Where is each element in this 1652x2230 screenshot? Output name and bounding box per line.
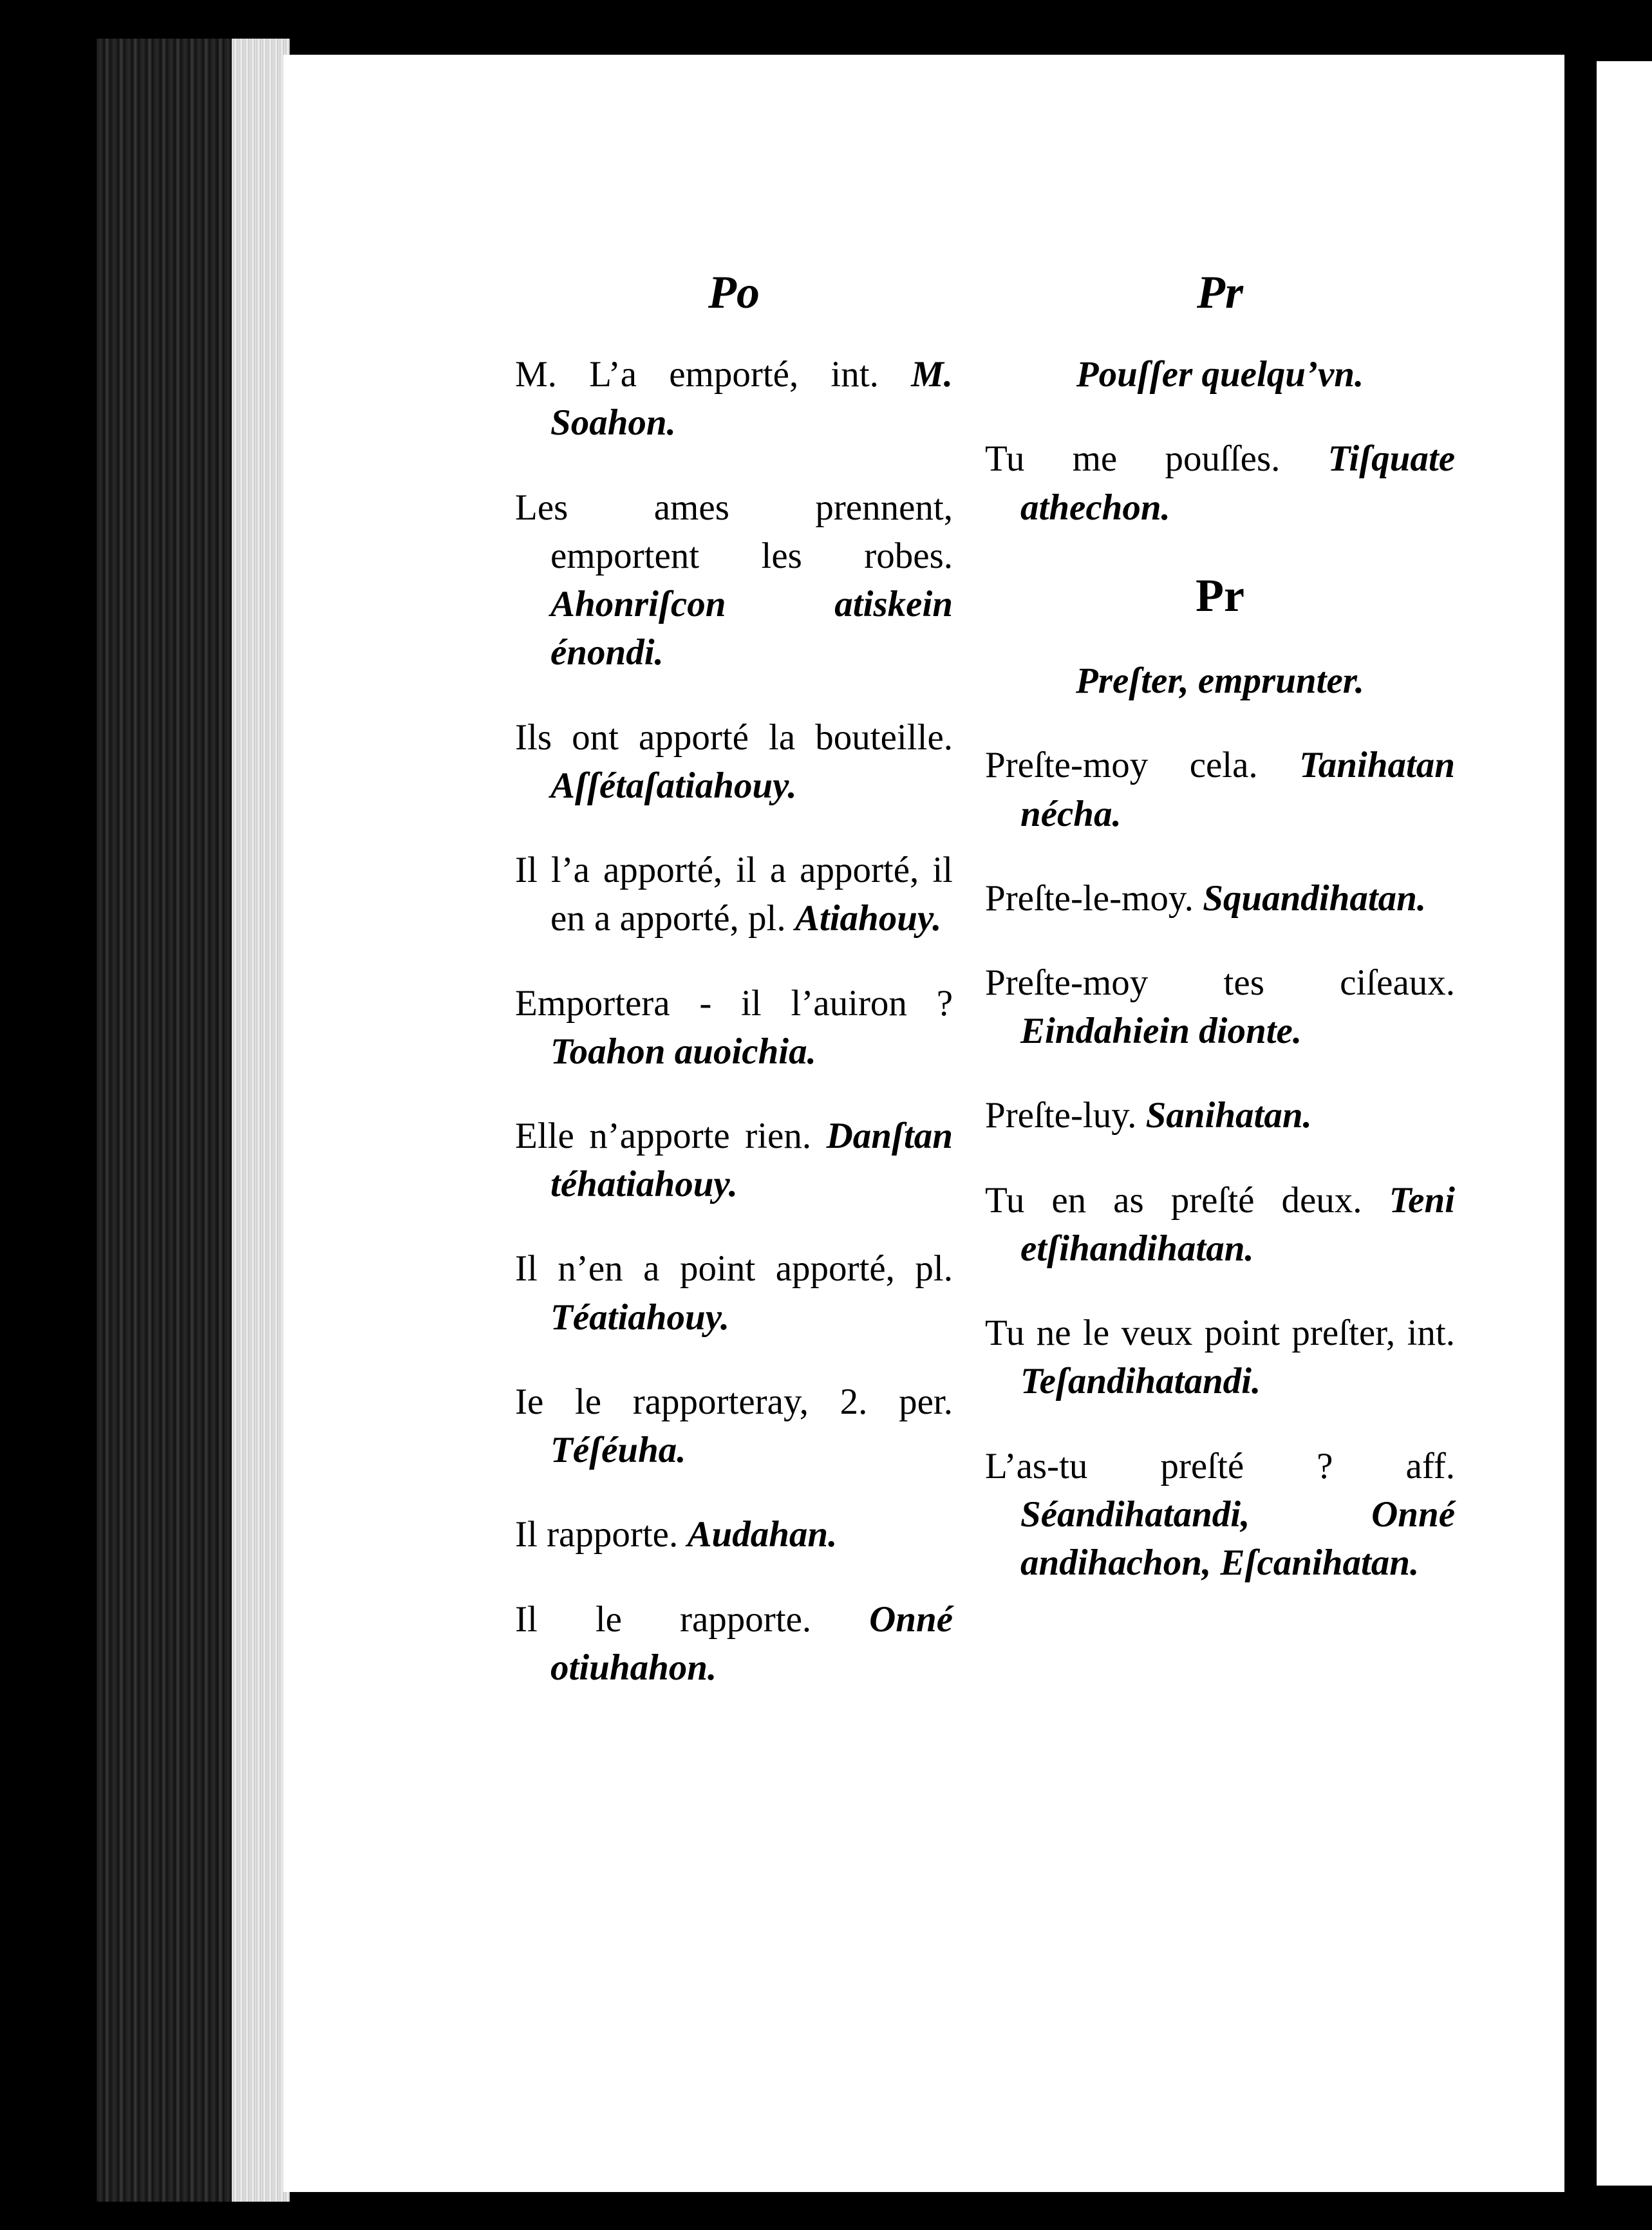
french-phrase: Preſte-luy. xyxy=(985,1095,1137,1136)
french-phrase: Preſte-moy cela. xyxy=(985,745,1258,786)
french-phrase: Les ames prennent, emportent les robes. xyxy=(515,487,953,576)
dictionary-entry xyxy=(985,435,1455,531)
facing-page-edge xyxy=(1597,61,1652,2186)
french-phrase: Ie le rapporteray, 2. per. xyxy=(515,1381,953,1422)
huron-translation: Sanihatan. xyxy=(1145,1095,1312,1136)
dictionary-entry xyxy=(985,1442,1455,1588)
french-phrase: Il l’a apporté, il a apporté, il en a apporté, pl. xyxy=(515,850,953,939)
huron-translation: Audahan. xyxy=(687,1514,838,1555)
french-phrase: Il le rapporte. xyxy=(515,1598,812,1640)
huron-translation: Atiahouy. xyxy=(794,898,942,939)
left-column xyxy=(515,267,953,1728)
right-top-entry-list xyxy=(985,350,1455,532)
french-phrase: Il rapporte. xyxy=(515,1514,679,1555)
book-page xyxy=(283,55,1564,2192)
left-entry-list xyxy=(515,350,953,1692)
right-column-subheading: Pr xyxy=(1196,569,1244,621)
dictionary-entry xyxy=(985,959,1455,1055)
dictionary-entry xyxy=(515,713,953,810)
right-column-heading: Pr xyxy=(1197,267,1243,318)
huron-translation: Ahonriſcon atiskein énondi. xyxy=(550,584,953,673)
dictionary-entry xyxy=(985,1091,1455,1139)
huron-translation: Aſſétaſatiahouy. xyxy=(550,765,797,806)
french-phrase: L’as-tu preſté ? aff. xyxy=(985,1445,1455,1486)
french-phrase: Elle n’apporte rien. xyxy=(515,1116,812,1156)
dictionary-entry xyxy=(515,1595,953,1692)
dictionary-entry xyxy=(985,741,1455,838)
french-phrase: M. L’a emporté, int. xyxy=(515,354,879,395)
huron-translation: Toahon auoichia. xyxy=(550,1031,816,1072)
dictionary-entry xyxy=(515,1244,953,1341)
huron-translation: Téſéuha. xyxy=(550,1430,686,1471)
huron-translation: Tanihatan nécha. xyxy=(1020,745,1455,834)
huron-translation: Teſandihatandi. xyxy=(1020,1361,1261,1402)
dictionary-entry xyxy=(515,1112,953,1208)
dictionary-entry xyxy=(985,657,1455,705)
dictionary-entry xyxy=(515,483,953,677)
huron-translation: Pouſſer quelqu’vn. xyxy=(1076,354,1364,395)
huron-translation: M. Soahon. xyxy=(550,354,953,444)
book-page-edges xyxy=(97,39,290,2202)
dictionary-entry xyxy=(985,1309,1455,1405)
huron-translation: Séandihatandi, Onné andihachon, Eſcanihatan. xyxy=(1020,1494,1455,1584)
huron-translation: Squandihatan. xyxy=(1203,877,1427,919)
dictionary-entry xyxy=(985,350,1455,398)
french-phrase: Tu ne le veux point preſter, int. xyxy=(985,1313,1455,1354)
huron-translation: Teni etſihandihatan. xyxy=(1020,1179,1456,1269)
dictionary-entry xyxy=(515,979,953,1076)
dictionary-entry xyxy=(515,846,953,942)
french-phrase: Preſte-le-moy. xyxy=(985,877,1194,919)
dictionary-entry xyxy=(515,1510,953,1559)
french-phrase: Tu me pouſſes. xyxy=(985,438,1281,480)
dictionary-entry xyxy=(515,350,953,447)
right-column xyxy=(985,267,1455,1623)
huron-translation: Eindahiein dionte. xyxy=(1020,1011,1302,1052)
huron-translation: Onné otiuhahon. xyxy=(550,1598,953,1688)
huron-translation: Preſter, emprunter. xyxy=(1075,661,1365,702)
french-phrase: Preſte-moy tes ciſeaux. xyxy=(985,962,1455,1004)
dictionary-entry xyxy=(985,874,1455,923)
dictionary-entry xyxy=(985,1176,1455,1273)
left-column-heading: Po xyxy=(708,267,760,318)
huron-translation: Téatiahouy. xyxy=(550,1297,730,1338)
french-phrase: Il n’en a point apporté, pl. xyxy=(515,1248,953,1289)
french-phrase: Emportera - il l’auiron ? xyxy=(515,982,953,1024)
french-phrase: Tu en as preſté deux. xyxy=(985,1179,1362,1221)
huron-translation: Danſtan téhatiahouy. xyxy=(550,1116,953,1205)
right-bottom-entry-list xyxy=(985,657,1455,1587)
dictionary-entry xyxy=(515,1378,953,1474)
french-phrase: Ils ont apporté la bouteille. xyxy=(515,717,953,758)
huron-translation: Tiſquate athechon. xyxy=(1020,438,1455,528)
